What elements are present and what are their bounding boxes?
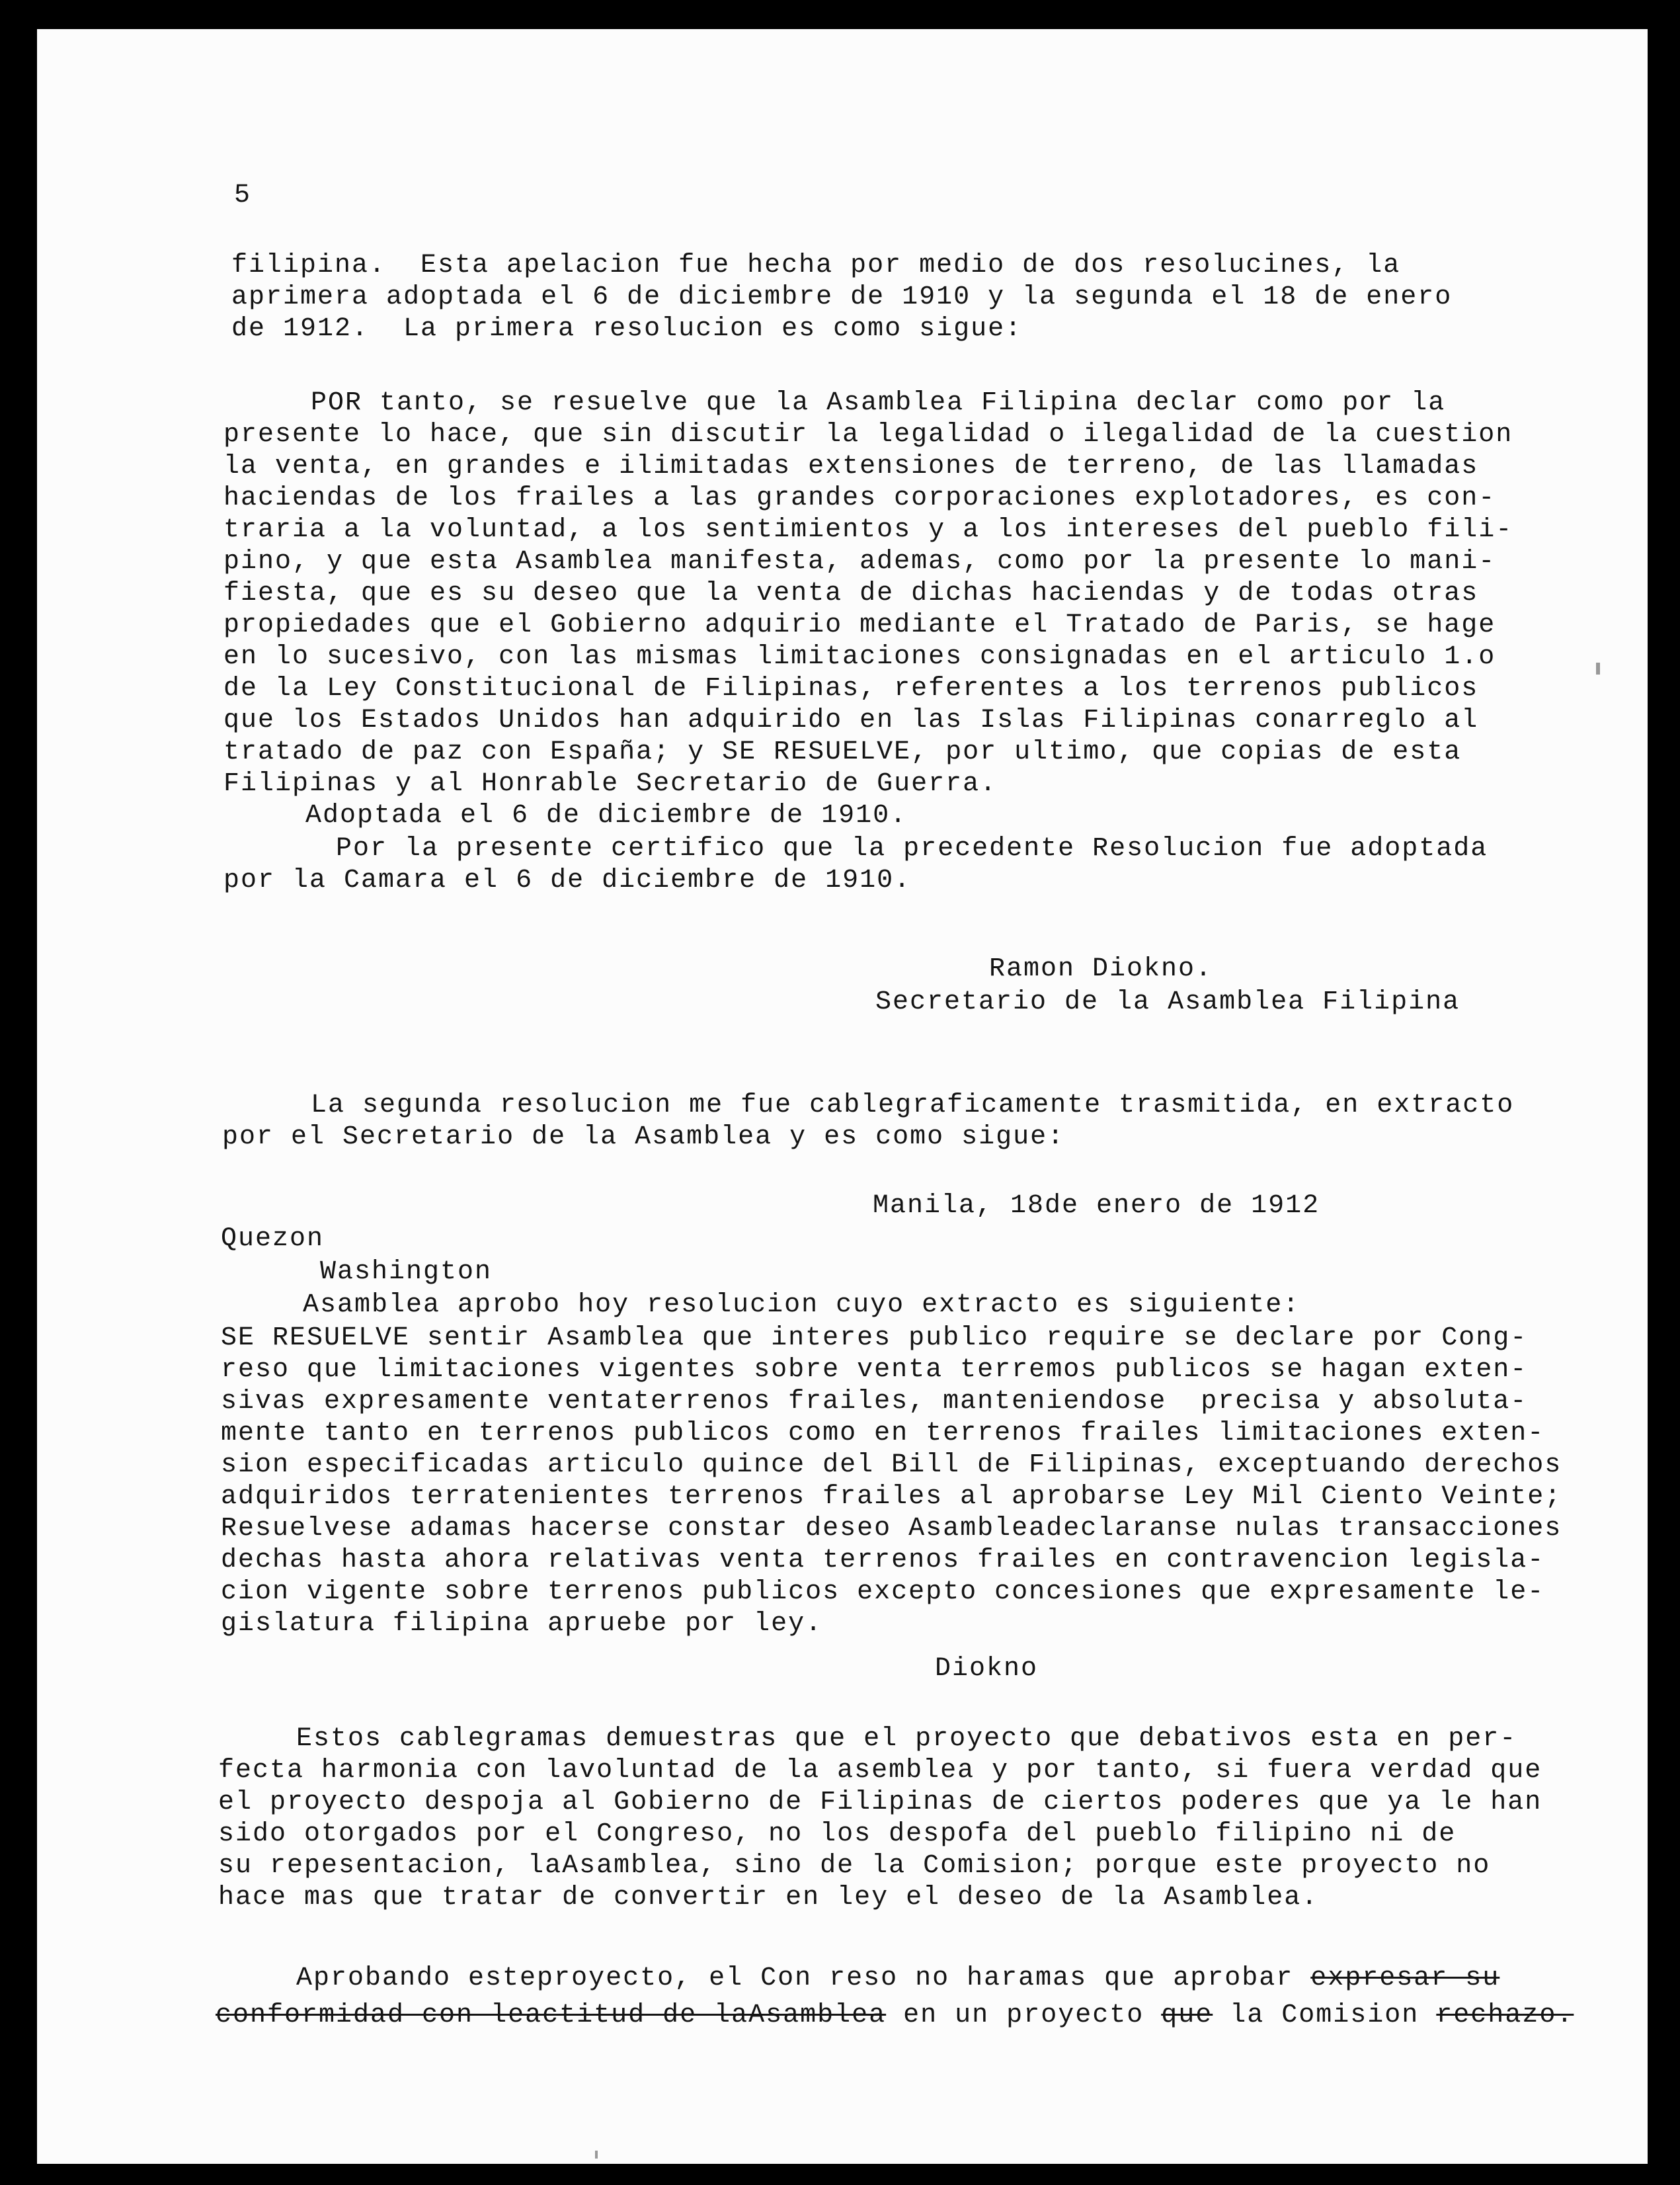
- text-line: fecta harmonia con lavoluntad de la asemblea y por tanto, si fuera verdad que: [218, 1756, 1542, 1786]
- text-line: fiesta, que es su deseo que la venta de dichas haciendas y de todas otras: [223, 579, 1479, 608]
- text-line: hace mas que tratar de convertir en ley el deseo de la Asamblea.: [218, 1883, 1319, 1913]
- signatory-title: Secretario de la Asamblea Filipina: [875, 987, 1460, 1017]
- text-line: traria a la voluntad, a los sentimientos y a los intereses del pueblo fili-: [223, 515, 1513, 545]
- text-line: sivas expresamente ventaterrenos frailes, manteniendose precisa y absoluta-: [221, 1387, 1528, 1417]
- text-line: aprimera adoptada el 6 de diciembre de 1910 y la segunda el 18 de enero: [231, 282, 1453, 312]
- cable-city: Washington: [320, 1257, 493, 1287]
- text-line: de 1912. La primera resolucion es como sigue:: [231, 314, 1023, 344]
- text-line: filipina. Esta apelacion fue hecha por medio de dos resolucines, la: [231, 251, 1401, 280]
- certification-line: Por la presente certifico que la precedente Resolucion fue adoptada: [336, 834, 1488, 864]
- final-paragraph: [216, 1963, 1574, 2090]
- text-line: pino, y que esta Asamblea manifesta, ademas, como por la presente lo mani-: [223, 547, 1496, 577]
- cable-signature: Diokno: [935, 1654, 1039, 1684]
- text-line: [296, 1963, 1500, 1995]
- scan-speck: [1596, 663, 1600, 675]
- struck-text: rechazo.: [1436, 2000, 1574, 2030]
- text-line: el proyecto despoja al Gobierno de Filipinas de ciertos poderes que ya le han: [218, 1788, 1542, 1817]
- text-line: Asamblea aprobo hoy resolucion cuyo extracto es siguiente:: [303, 1290, 1300, 1320]
- text-line: en lo sucesivo, con las mismas limitaciones consignadas en el articulo 1.o: [223, 642, 1496, 672]
- scan-speck: [595, 2151, 598, 2159]
- final-text: en un proyecto: [886, 2000, 1162, 2030]
- text-line: dechas hasta ahora relativas venta terrenos frailes en contravencion legisla-: [221, 1546, 1545, 1575]
- final-text: la Comision: [1213, 2000, 1437, 2030]
- text-line: Resuelvese adamas hacerse constar deseo Asambleadeclaranse nulas transacciones: [221, 1514, 1562, 1544]
- signatory-name: Ramon Diokno.: [989, 954, 1213, 984]
- text-line: adquiridos terratenientes terrenos frailes al aprobarse Ley Mil Ciento Veinte;: [221, 1482, 1562, 1512]
- text-line: presente lo hace, que sin discutir la legalidad o ilegalidad de la cuestion: [223, 420, 1513, 450]
- certification-line: por la Camara el 6 de diciembre de 1910.: [223, 866, 912, 895]
- text-line: que los Estados Unidos han adquirido en las Islas Filipinas conarreglo al: [223, 706, 1479, 735]
- text-line: haciendas de los frailes a las grandes corporaciones explotadores, es con-: [223, 483, 1496, 513]
- text-line: por el Secretario de la Asamblea y es como sigue:: [222, 1122, 1065, 1152]
- text-line: La segunda resolucion me fue cablegraficamente trasmitida, en extracto: [311, 1091, 1515, 1120]
- struck-text: expresar su: [1310, 1963, 1500, 1993]
- text-line: POR tanto, se resuelve que la Asamblea Filipina declar como por la: [311, 388, 1446, 418]
- text-line: gislatura filipina apruebe por ley.: [221, 1609, 823, 1639]
- text-line: de la Ley Constitucional de Filipinas, referentes a los terrenos publicos: [223, 674, 1479, 704]
- struck-text: que: [1161, 2000, 1213, 2030]
- signature-block-1: [875, 954, 1460, 1081]
- cable-place-date: Manila, 18de enero de 1912: [873, 1191, 1320, 1221]
- text-line: reso que limitaciones vigentes sobre venta terremos publicos se hagan exten-: [221, 1355, 1528, 1385]
- text-line: su repesentacion, laAsamblea, sino de la Comision; porque este proyecto no: [218, 1851, 1491, 1881]
- cable-recipient: Quezon: [221, 1224, 325, 1254]
- page-number: 5: [234, 181, 252, 210]
- resolution-1-text: [223, 388, 1513, 959]
- struck-text: conformidad con leactitud de laAsamblea: [216, 2000, 887, 2030]
- typewritten-page: [37, 29, 1648, 2164]
- closing-paragraph: [218, 1723, 1542, 1977]
- text-line: propiedades que el Gobierno adquirio mediante el Tratado de Paris, se hage: [223, 610, 1496, 640]
- text-line: cion vigente sobre terrenos publicos excepto concesiones que expresamente le-: [221, 1577, 1545, 1607]
- adopted-date: Adoptada el 6 de diciembre de 1910.: [305, 801, 908, 831]
- text-line: la venta, en grandes e ilimitadas extensiones de terreno, de las llamadas: [223, 452, 1479, 481]
- text-line: mente tanto en terrenos publicos como en terrenos frailes limitaciones exten-: [221, 1419, 1545, 1448]
- text-line: Filipinas y al Honrable Secretario de Guerra.: [223, 769, 998, 799]
- text-line: SE RESUELVE sentir Asamblea que interes publico require se declare por Cong-: [221, 1323, 1528, 1353]
- text-line: sido otorgados por el Congreso, no los despofa del pueblo filipino ni de: [218, 1819, 1457, 1849]
- text-line: tratado de paz con España; y SE RESUELVE, por ultimo, que copias de esta: [223, 737, 1462, 767]
- text-line: sion especificadas articulo quince del Bill de Filipinas, exceptuando derechos: [221, 1450, 1562, 1480]
- text-line: Estos cablegramas demuestras que el proyecto que debativos esta en per-: [296, 1724, 1517, 1754]
- final-text: Aprobando esteproyecto, el Con reso no haramas que aprobar: [296, 1963, 1311, 1993]
- text-line: [216, 2000, 1574, 2032]
